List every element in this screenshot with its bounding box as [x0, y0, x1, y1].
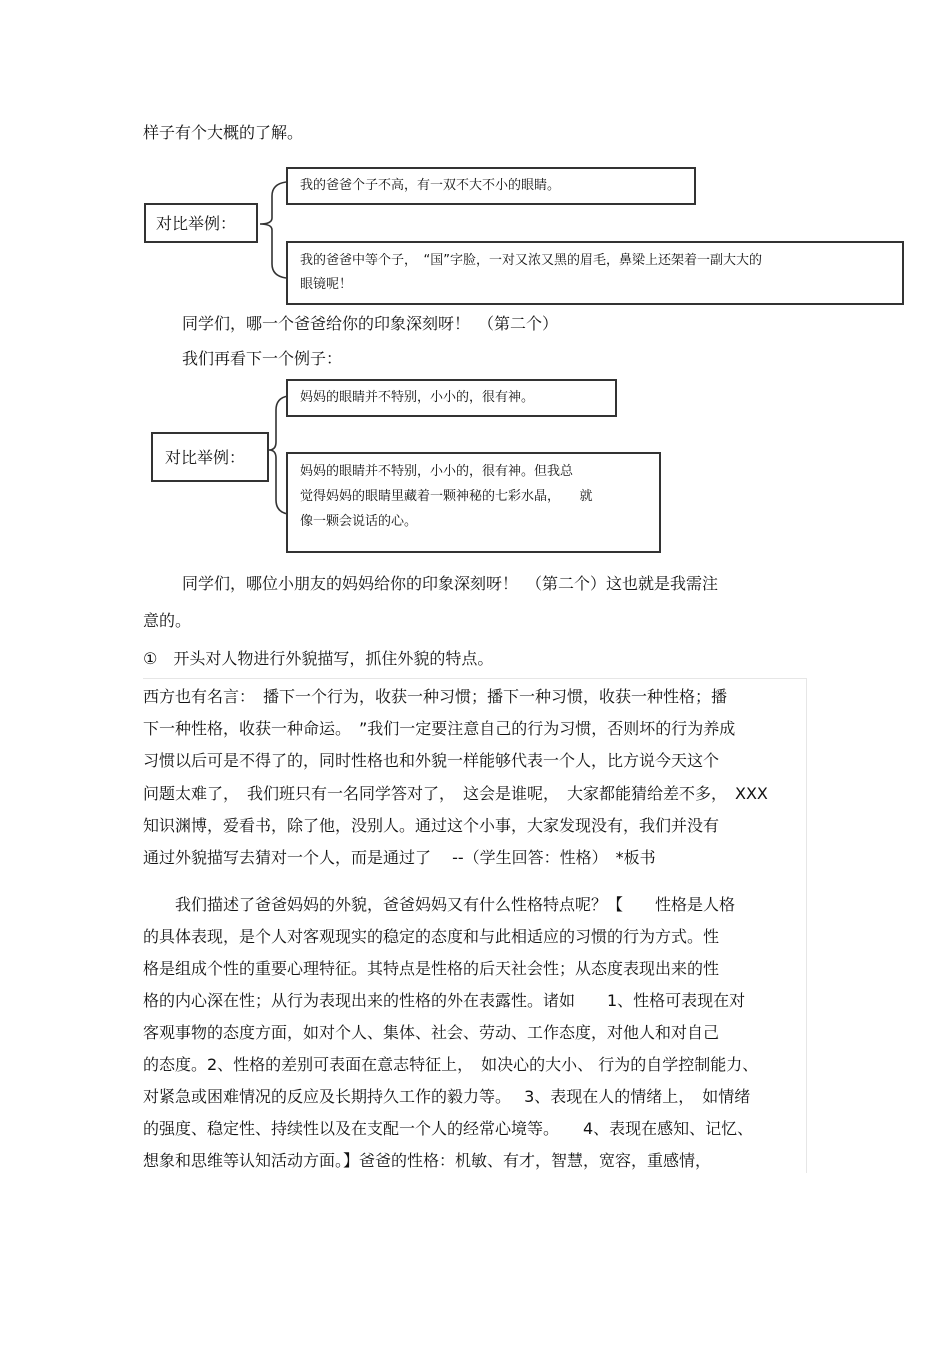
paragraph-line: 的强度、稳定性、持续性以及在支配一个人的经常心境等。 4、表现在感知、记忆、 [143, 1119, 754, 1138]
paragraph-line: 格的内心深在性；从行为表现出来的性格的外在表露性。诸如 1、性格可表现在对 [143, 991, 746, 1010]
quote-line: 下一种性格，收获一种命运。 ”我们一定要注意自己的行为习惯，否则坏的行为养成 [143, 719, 736, 738]
example2-box-a-text: 妈妈的眼睛并不特别，小小的，很有神。 [300, 390, 535, 405]
example2-box-a [286, 379, 617, 417]
example2-label-box [151, 432, 269, 482]
question-2-line1: 同学们，哪位小朋友的妈妈给你的印象深刻呀！ （第二个）这也就是我需注 [182, 574, 719, 593]
example1-box-a [286, 167, 696, 205]
example1-label: 对比举例： [156, 214, 237, 233]
question-1: 同学们，哪一个爸爸给你的印象深刻呀！ （第二个） [182, 314, 559, 333]
paragraph-line: 的具体表现，是个人对客观现实的稳定的态度和与此相适应的习惯的行为方式。性 [143, 927, 720, 946]
example1-box-b-line1: 我的爸爸中等个子， “国”字脸，一对又浓又黑的眉毛，鼻梁上还架着一副大大的 [300, 253, 762, 268]
paragraph-line: 对紧急或困难情况的反应及长期持久工作的毅力等。 3、表现在人的情绪上， 如情绪 [143, 1087, 751, 1106]
paragraph-line: 想象和思维等认知活动方面。】爸爸的性格：机敏、有才，智慧，宽容，重感情， [143, 1151, 712, 1170]
paragraph-line: 的态度。2、性格的差别可表面在意志特征上， 如决心的大小、 行为的自学控制能力、 [143, 1055, 759, 1074]
intro-line: 样子有个大概的了解。 [143, 123, 304, 142]
quote-line: 习惯以后可是不得了的，同时性格也和外貌一样能够代表一个人，比方说今天这个 [143, 751, 720, 770]
quote-line: 西方也有名言： 播下一个行为，收获一种习惯；播下一种习惯，收获一种性格；播 [143, 687, 728, 706]
example2-label: 对比举例： [165, 448, 246, 467]
next-example-line: 我们再看下一个例子： [182, 349, 343, 368]
question-2-line2: 意的。 [143, 611, 192, 630]
quote-line: 知识渊博，爱看书，除了他，没别人。通过这个小事，大家发现没有，我们并没有 [143, 816, 720, 835]
example1-label-box [144, 203, 258, 243]
example2-box-b-line3: 像一颗会说话的心。 [300, 514, 418, 529]
quote-frame-top [143, 678, 807, 679]
paragraph-line: 我们描述了爸爸妈妈的外貌，爸爸妈妈又有什么性格特点呢？【 性格是人格 [143, 895, 736, 914]
point-1: ① 开头对人物进行外貌描写，抓住外貌的特点。 [143, 649, 494, 668]
example2-box-b-line1: 妈妈的眼睛并不特别，小小的，很有神。但我总 [300, 464, 574, 479]
example1-box-b-line2: 眼镜呢！ [300, 277, 353, 292]
quote-line: 通过外貌描写去猜对一个人，而是通过了 --（学生回答：性格） *板书 [143, 848, 656, 867]
example2-box-b [286, 452, 661, 553]
quote-frame-right [806, 678, 807, 1173]
example1-box-a-text: 我的爸爸个子不高，有一双不大不小的眼睛。 [300, 178, 561, 193]
paragraph-line: 客观事物的态度方面，如对个人、集体、社会、劳动、工作态度，对他人和对自己 [143, 1023, 720, 1042]
example2-box-b-line2: 觉得妈妈的眼睛里藏着一颗神秘的七彩水晶， 就 [300, 489, 593, 504]
example1-box-b [286, 241, 904, 305]
paragraph-line: 格是组成个性的重要心理特征。其特点是性格的后天社会性；从态度表现出来的性 [143, 959, 720, 978]
quote-line: 问题太难了， 我们班只有一名同学答对了， 这会是谁呢， 大家都能猜给差不多， XXX [143, 784, 768, 803]
